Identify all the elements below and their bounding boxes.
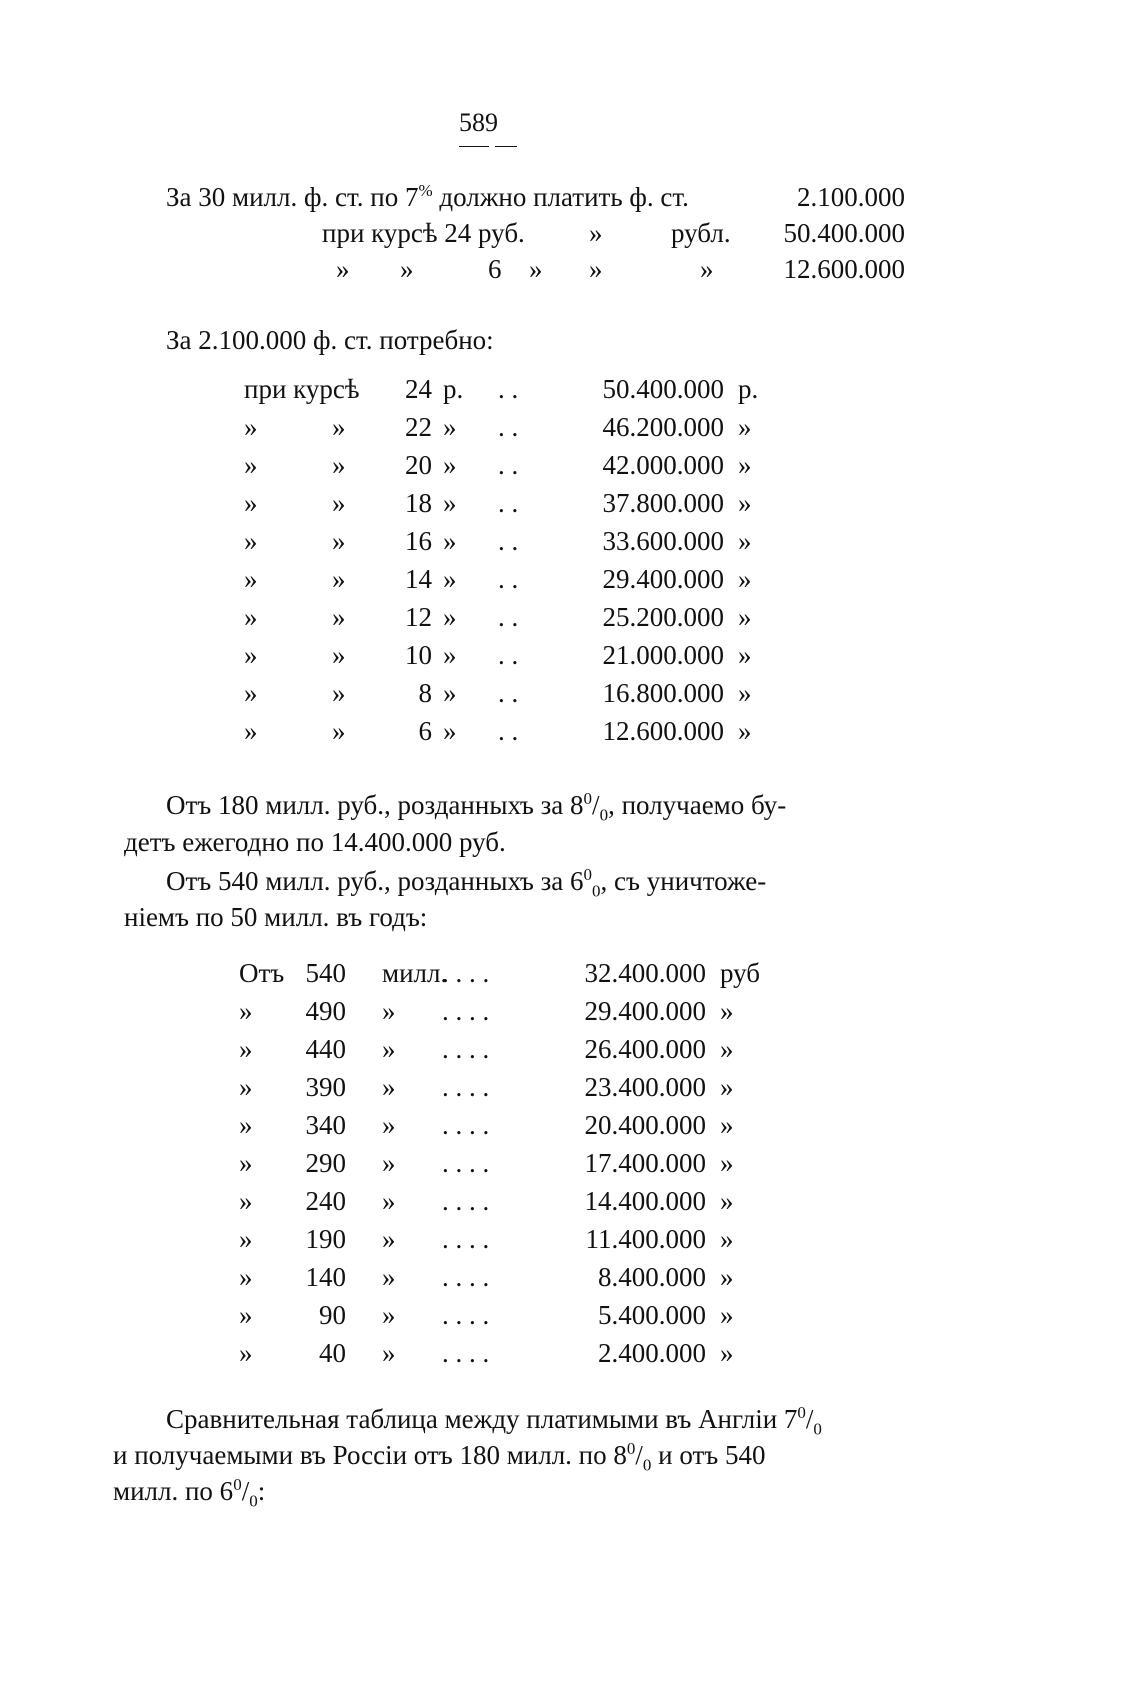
block3-lead-cell: » — [239, 1110, 253, 1140]
block3-amount-cell: 540 — [305, 958, 346, 988]
para2-line1-text-a: Отъ 540 милл. руб., розданныхъ за 6 — [166, 866, 584, 896]
block2-value-cell: 37.800.000 — [602, 488, 724, 518]
block2-value-cell: 16.800.000 — [602, 678, 724, 708]
block1-line3-quote4: » — [589, 254, 603, 284]
block1-line1-text-a: За 30 милл. ф. ст. по 7 — [166, 182, 419, 212]
block3-amount-cell: 440 — [305, 1034, 346, 1064]
block2-c1-cell: » — [244, 678, 258, 708]
block3-amount-cell: 140 — [305, 1262, 346, 1292]
block2-dots-cell: . . — [498, 450, 519, 480]
para3-line2-text-b: и отъ 540 — [651, 1440, 766, 1470]
block2-c1-cell: » — [244, 564, 258, 594]
block1-line1-value: 2.100.000 — [797, 182, 905, 212]
block2-c2-cell: » — [332, 640, 346, 670]
para2-line1-sup: 0 — [583, 865, 593, 884]
block3-suffix-cell: » — [720, 1300, 734, 1330]
block2-rate-cell: 22 — [405, 412, 432, 442]
block3-unit-cell: » — [382, 1262, 396, 1292]
block3-value-cell: 32.400.000 — [584, 958, 706, 988]
block3-unit-cell: » — [382, 1072, 396, 1102]
block2-value-cell: 33.600.000 — [602, 526, 724, 556]
block1-line2-label: при курсѣ 24 руб. — [322, 218, 525, 248]
para2-line1-sub: 0 — [592, 881, 601, 901]
block2-unit-cell: » — [443, 526, 457, 556]
block3-value-cell: 20.400.000 — [584, 1110, 706, 1140]
block1-line1-text-b: должно платить ф. ст. — [432, 182, 689, 212]
block3-suffix-cell: » — [720, 1110, 734, 1140]
block3-suffix-cell: » — [720, 1072, 734, 1102]
block2-value-cell: 21.000.000 — [602, 640, 724, 670]
block3-lead-cell: » — [239, 1224, 253, 1254]
block3-value-cell: 14.400.000 — [584, 1186, 706, 1216]
block2-value-cell: 25.200.000 — [602, 602, 724, 632]
block2-unit-cell: » — [443, 450, 457, 480]
para1-line1-text-a: Отъ 180 милл. руб., розданныхъ за 8 — [166, 790, 584, 820]
block3-unit-cell: » — [382, 996, 396, 1026]
block3-unit-cell: » — [382, 1224, 396, 1254]
block3-lead-cell: » — [239, 1072, 253, 1102]
block3-dots-cell: . . . . — [442, 1300, 490, 1330]
block3-value-cell: 26.400.000 — [584, 1034, 706, 1064]
block3-value-cell: 8.400.000 — [598, 1262, 706, 1292]
block2-dots-cell: . . — [498, 602, 519, 632]
para3-line3 — [113, 1474, 266, 1511]
block2-c1-cell: » — [244, 602, 258, 632]
block3-suffix-cell: » — [720, 1262, 734, 1292]
block2-dots-cell: . . — [498, 488, 519, 518]
block1-line3-quote1: » — [336, 254, 350, 284]
block1-line1-pct: % — [418, 181, 433, 200]
para1-line1-slash: / — [592, 790, 600, 820]
block2-value-cell: 42.000.000 — [602, 450, 724, 480]
block2-c1-cell: » — [244, 640, 258, 670]
block2-dots-cell: . . — [498, 526, 519, 556]
block3-lead-cell: » — [239, 1262, 253, 1292]
block2-dots-cell: . . — [498, 412, 519, 442]
block2-rate-cell: 6 — [418, 716, 432, 746]
block2-suffix-cell: » — [738, 640, 752, 670]
block3-amount-cell: 190 — [305, 1224, 346, 1254]
block2-value-cell: 12.600.000 — [602, 716, 724, 746]
block2-c2-cell: » — [332, 412, 346, 442]
block3-dots-cell: . . . . — [442, 1338, 490, 1368]
para3-line2-text-a: и получаемыми въ Россіи отъ 180 милл. по 8 — [113, 1440, 627, 1470]
block2-c1-cell: » — [244, 412, 258, 442]
block3-value-cell: 29.400.000 — [584, 996, 706, 1026]
block2-dots-cell: . . — [498, 716, 519, 746]
block3-lead-cell: » — [239, 1338, 253, 1368]
block3-value-cell: 17.400.000 — [584, 1148, 706, 1178]
block3-amount-cell: 490 — [305, 996, 346, 1026]
block2-title: За 2.100.000 ф. ст. потребно: — [166, 325, 494, 355]
block3-dots-cell: . . . . — [442, 1262, 490, 1292]
para1-line1 — [166, 788, 787, 825]
block2-rate-cell: 24 — [405, 374, 432, 404]
block2-suffix-cell: р. — [738, 374, 759, 404]
block2-unit-cell: » — [443, 716, 457, 746]
para3-line3-text-a: милл. по 6 — [113, 1476, 234, 1506]
para3-line1-slash: / — [805, 1404, 814, 1434]
block3-amount-cell: 90 — [319, 1300, 346, 1330]
block2-dots-cell: . . — [498, 678, 519, 708]
block2-suffix-cell: » — [738, 564, 752, 594]
block1-line1 — [166, 180, 689, 214]
para3-line2-sup: 0 — [626, 1439, 636, 1458]
para3-line3-slash: / — [241, 1476, 250, 1506]
block3-unit-cell: » — [382, 1186, 396, 1216]
block3-dots-cell: . . . . — [442, 958, 490, 988]
para3-line1 — [166, 1402, 822, 1439]
para3-line3-sub: 0 — [249, 1491, 258, 1511]
para3-line2-slash: / — [635, 1440, 643, 1470]
para3-line3-text-b: : — [257, 1476, 266, 1506]
para2-line2: ніемъ по 50 милл. въ годъ: — [124, 902, 428, 932]
para3-line1-sup: 0 — [797, 1403, 806, 1422]
block3-dots-cell: . . . . — [442, 1224, 490, 1254]
block2-suffix-cell: » — [738, 488, 752, 518]
para2-line1-text-b: , съ уничтоже- — [600, 866, 767, 896]
para1-line1-sub: 0 — [599, 805, 609, 825]
header-rule-right — [495, 146, 517, 147]
block3-dots-cell: . . . . — [442, 1110, 490, 1140]
block2-suffix-cell: » — [738, 450, 752, 480]
block3-dots-cell: . . . . — [442, 1186, 490, 1216]
block2-c1-cell: » — [244, 716, 258, 746]
block2-c2-cell: » — [332, 488, 346, 518]
para1-line1-text-b: , получаемо бу- — [608, 790, 787, 820]
para3-line2 — [113, 1438, 766, 1475]
para3-line1-text-a: Сравнительная таблица между платимыми въ Англіи 7 — [166, 1404, 798, 1434]
block3-suffix-cell: » — [720, 1034, 734, 1064]
block2-c1-cell: при курсѣ — [244, 374, 360, 404]
block2-value-cell: 29.400.000 — [602, 564, 724, 594]
header-rule-left — [459, 146, 489, 147]
block1-line2-value: 50.400.000 — [783, 218, 905, 248]
block1-line3-quote2: » — [400, 254, 414, 284]
block3-amount-cell: 290 — [305, 1148, 346, 1178]
block3-lead-cell: » — [239, 1034, 253, 1064]
block1-line2-quote: » — [589, 218, 603, 248]
block1-line3-value: 12.600.000 — [783, 254, 905, 284]
block2-suffix-cell: » — [738, 678, 752, 708]
block2-rate-cell: 16 — [405, 526, 432, 556]
block2-unit-cell: р. — [443, 374, 464, 404]
block1-line3-quote5: » — [700, 254, 714, 284]
block3-value-cell: 2.400.000 — [598, 1338, 706, 1368]
block3-dots-cell: . . . . — [442, 1034, 490, 1064]
block3-suffix-cell: » — [720, 1186, 734, 1216]
block2-rate-cell: 8 — [418, 678, 432, 708]
block3-value-cell: 5.400.000 — [598, 1300, 706, 1330]
block3-lead-cell: » — [239, 1148, 253, 1178]
block3-unit-cell: милл. — [382, 958, 448, 988]
block3-dots-cell: . . . . — [442, 996, 490, 1026]
block2-unit-cell: » — [443, 488, 457, 518]
block2-suffix-cell: » — [738, 412, 752, 442]
block1-line3-num: 6 — [488, 254, 502, 284]
block3-unit-cell: » — [382, 1034, 396, 1064]
block1-line2-unit: рубл. — [671, 218, 731, 248]
block2-c2-cell: » — [332, 716, 346, 746]
block2-rate-cell: 14 — [405, 564, 432, 594]
block3-unit-cell: » — [382, 1338, 396, 1368]
block3-suffix-cell: руб — [720, 958, 761, 988]
block3-amount-cell: 40 — [319, 1338, 346, 1368]
block2-c1-cell: » — [244, 526, 258, 556]
block3-value-cell: 11.400.000 — [585, 1224, 706, 1254]
block3-suffix-cell: » — [720, 1338, 734, 1368]
block3-suffix-cell: » — [720, 1148, 734, 1178]
block2-c2-cell: » — [332, 678, 346, 708]
para1-line1-sup: 0 — [583, 789, 593, 808]
block2-c2-cell: » — [332, 526, 346, 556]
block2-rate-cell: 18 — [405, 488, 432, 518]
block2-c2-cell: » — [332, 450, 346, 480]
block2-c2-cell: » — [332, 564, 346, 594]
block3-lead-cell: Отъ — [239, 958, 285, 988]
para3-line3-sup: 0 — [233, 1475, 242, 1494]
para1-line2: детъ ежегодно по 14.400.000 руб. — [124, 827, 506, 857]
block2-suffix-cell: » — [738, 602, 752, 632]
block2-c1-cell: » — [244, 488, 258, 518]
block2-value-cell: 46.200.000 — [602, 412, 724, 442]
block2-dots-cell: . . — [498, 374, 519, 404]
block3-unit-cell: » — [382, 1110, 396, 1140]
block3-dots-cell: . . . . — [442, 1072, 490, 1102]
block3-amount-cell: 390 — [305, 1072, 346, 1102]
block3-suffix-cell: » — [720, 996, 734, 1026]
block2-dots-cell: . . — [498, 564, 519, 594]
block2-unit-cell: » — [443, 564, 457, 594]
block3-value-cell: 23.400.000 — [584, 1072, 706, 1102]
block3-lead-cell: » — [239, 1186, 253, 1216]
block2-suffix-cell: » — [738, 526, 752, 556]
block3-amount-cell: 240 — [305, 1186, 346, 1216]
block3-lead-cell: » — [239, 996, 253, 1026]
para3-line1-sub: 0 — [813, 1419, 822, 1439]
para2-line1 — [166, 864, 767, 901]
page-number: 589 — [459, 108, 498, 137]
block3-unit-cell: » — [382, 1300, 396, 1330]
block2-value-cell: 50.400.000 — [602, 374, 724, 404]
block2-c2-cell: » — [332, 602, 346, 632]
block3-suffix-cell: » — [720, 1224, 734, 1254]
block2-unit-cell: » — [443, 602, 457, 632]
block2-unit-cell: » — [443, 412, 457, 442]
block2-unit-cell: » — [443, 640, 457, 670]
block2-suffix-cell: » — [738, 716, 752, 746]
block2-rate-cell: 12 — [405, 602, 432, 632]
block3-dots-cell: . . . . — [442, 1148, 490, 1178]
block2-rate-cell: 20 — [405, 450, 432, 480]
para3-line2-sub: 0 — [642, 1455, 652, 1475]
block2-c1-cell: » — [244, 450, 258, 480]
block3-unit-cell: » — [382, 1148, 396, 1178]
block2-dots-cell: . . — [498, 640, 519, 670]
block3-amount-cell: 340 — [305, 1110, 346, 1140]
block3-lead-cell: » — [239, 1300, 253, 1330]
block2-rate-cell: 10 — [405, 640, 432, 670]
block2-unit-cell: » — [443, 678, 457, 708]
block1-line3-quote3: » — [529, 254, 543, 284]
